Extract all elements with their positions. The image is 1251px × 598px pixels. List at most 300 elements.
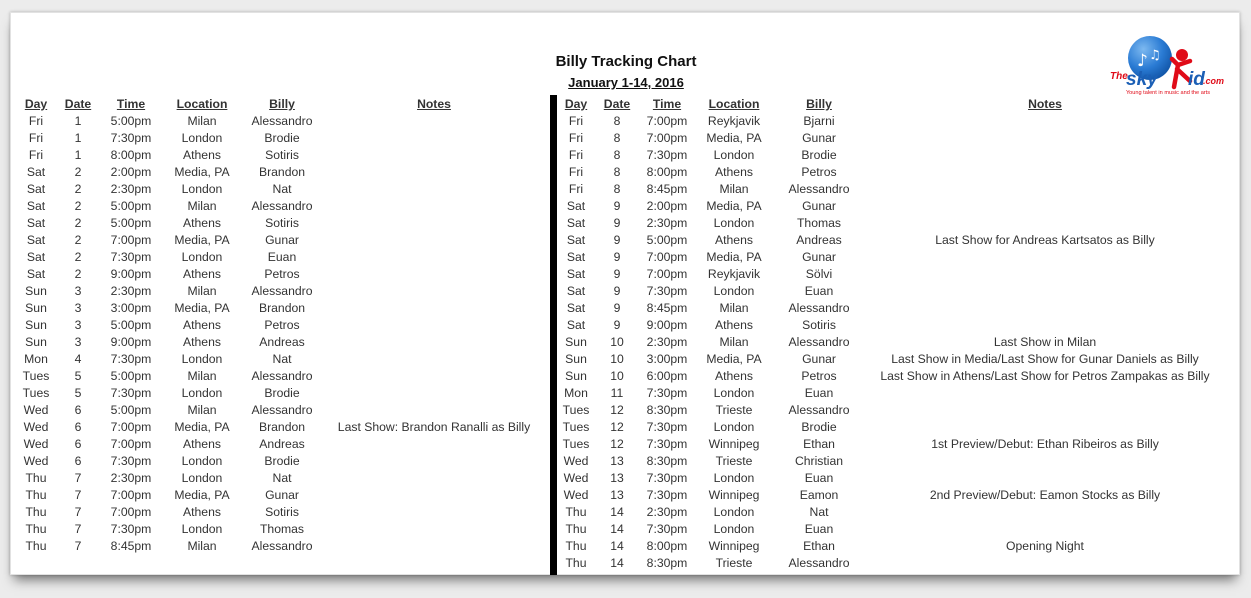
- table-row: [19, 436, 549, 453]
- table-row: [19, 215, 549, 232]
- cell-location: Trieste: [715, 454, 753, 468]
- cell-time: 2:30pm: [646, 216, 688, 230]
- column-header-notes: Notes: [417, 97, 451, 111]
- cell-location: Reykjavik: [707, 114, 761, 128]
- cell-billy: Nat: [272, 182, 292, 196]
- cell-time: 8:00pm: [646, 165, 688, 179]
- cell-time: 8:30pm: [646, 556, 688, 570]
- cell-time: 7:30pm: [646, 522, 688, 536]
- cell-day: Fri: [568, 131, 584, 145]
- cell-location: London: [181, 182, 223, 196]
- cell-date: 9: [613, 267, 621, 281]
- table-row: [558, 334, 1226, 351]
- table-row: [19, 419, 549, 436]
- cell-notes: [319, 317, 549, 334]
- cell-date: 7: [74, 505, 82, 519]
- cell-date: 12: [610, 420, 624, 434]
- table-row: [19, 487, 549, 504]
- cell-day: Sat: [26, 267, 46, 281]
- cell-notes: [319, 283, 549, 300]
- cell-day: Sat: [566, 233, 586, 247]
- cell-time: 6:00pm: [646, 369, 688, 383]
- cell-time: 7:30pm: [110, 454, 152, 468]
- column-header-notes: Notes: [1028, 97, 1062, 111]
- cell-time: 7:00pm: [646, 131, 688, 145]
- cell-day: Mon: [564, 386, 588, 400]
- cell-date: 9: [613, 199, 621, 213]
- column-header-day: Day: [564, 97, 588, 111]
- cell-notes: [319, 300, 549, 317]
- cell-time: 8:30pm: [646, 454, 688, 468]
- cell-notes: [864, 470, 1226, 487]
- table-row: [558, 436, 1226, 453]
- cell-date: 6: [74, 420, 82, 434]
- cell-time: 9:00pm: [110, 335, 152, 349]
- cell-date: 2: [74, 165, 82, 179]
- cell-time: 7:30pm: [646, 284, 688, 298]
- cell-notes: [864, 130, 1226, 147]
- cell-day: Sat: [566, 284, 586, 298]
- cell-location: Winnipeg: [708, 488, 760, 502]
- cell-location: Winnipeg: [708, 437, 760, 451]
- table-row: [19, 181, 549, 198]
- table-row: [19, 147, 549, 164]
- cell-time: 2:30pm: [646, 335, 688, 349]
- cell-time: 7:30pm: [646, 148, 688, 162]
- page-title: Billy Tracking Chart: [555, 53, 697, 70]
- cell-date: 14: [610, 505, 624, 519]
- cell-billy: Brodie: [264, 454, 300, 468]
- cell-date: 2: [74, 216, 82, 230]
- cell-day: Fri: [28, 131, 44, 145]
- cell-billy: Euan: [804, 522, 834, 536]
- cell-notes: [319, 334, 549, 351]
- cell-date: 14: [610, 522, 624, 536]
- cell-billy: Gunar: [265, 488, 299, 502]
- cell-time: 7:30pm: [646, 471, 688, 485]
- cell-notes: [864, 453, 1226, 470]
- cell-location: Milan: [187, 403, 217, 417]
- cell-notes: [319, 538, 549, 555]
- cell-time: 7:30pm: [110, 386, 152, 400]
- cell-day: Fri: [28, 148, 44, 162]
- table-row: [19, 504, 549, 521]
- cell-date: 5: [74, 386, 82, 400]
- cell-date: 10: [610, 369, 624, 383]
- cell-date: 8: [613, 148, 621, 162]
- cell-date: 6: [74, 403, 82, 417]
- table-row: [558, 368, 1226, 385]
- cell-billy: Gunar: [802, 352, 836, 366]
- cell-date: 2: [74, 182, 82, 196]
- schedule-table-right: [558, 96, 1226, 572]
- cell-notes: [319, 147, 549, 164]
- cell-time: 8:00pm: [646, 539, 688, 553]
- cell-day: Wed: [23, 420, 49, 434]
- cell-date: 8: [613, 165, 621, 179]
- cell-time: 7:30pm: [646, 420, 688, 434]
- cell-time: 7:00pm: [110, 233, 152, 247]
- table-header-row: [558, 96, 1226, 113]
- cell-billy: Alessandro: [251, 539, 313, 553]
- cell-location: Milan: [719, 335, 749, 349]
- cell-location: Media, PA: [174, 301, 230, 315]
- cell-date: 9: [613, 301, 621, 315]
- cell-time: 7:30pm: [646, 488, 688, 502]
- cell-location: Media, PA: [174, 165, 230, 179]
- cell-time: 9:00pm: [646, 318, 688, 332]
- cell-notes: [864, 215, 1226, 232]
- table-row: [19, 266, 549, 283]
- cell-time: 2:30pm: [110, 471, 152, 485]
- cell-day: Wed: [563, 454, 589, 468]
- cell-day: Thu: [25, 488, 47, 502]
- cell-time: 3:00pm: [646, 352, 688, 366]
- cell-date: 7: [74, 522, 82, 536]
- cell-date: 11: [610, 386, 624, 400]
- table-row: [558, 215, 1226, 232]
- cell-notes: [319, 385, 549, 402]
- cell-location: Athens: [183, 318, 221, 332]
- cell-time: 2:00pm: [646, 199, 688, 213]
- cell-date: 1: [74, 148, 82, 162]
- cell-billy: Nat: [272, 471, 292, 485]
- cell-notes: [319, 470, 549, 487]
- cell-day: Tues: [562, 437, 590, 451]
- cell-location: Athens: [183, 335, 221, 349]
- cell-time: 9:00pm: [110, 267, 152, 281]
- cell-notes: [319, 198, 549, 215]
- cell-date: 5: [74, 369, 82, 383]
- cell-notes: Last Show for Andreas Kartsatos as Billy: [935, 233, 1155, 247]
- cell-notes: [864, 283, 1226, 300]
- column-header-billy: Billy: [806, 97, 832, 111]
- cell-location: Reykjavik: [707, 267, 761, 281]
- cell-date: 3: [74, 301, 82, 315]
- cell-location: Athens: [715, 165, 753, 179]
- cell-notes: [864, 504, 1226, 521]
- cell-day: Sat: [26, 216, 46, 230]
- table-body-right: [558, 113, 1226, 572]
- cell-billy: Euan: [804, 386, 834, 400]
- cell-notes: [319, 402, 549, 419]
- table-row: [558, 351, 1226, 368]
- cell-time: 8:45pm: [646, 301, 688, 315]
- cell-day: Fri: [568, 114, 584, 128]
- cell-billy: Nat: [809, 505, 829, 519]
- table-row: [558, 181, 1226, 198]
- cell-billy: Sotiris: [265, 505, 299, 519]
- table-row: [558, 198, 1226, 215]
- cell-billy: Euan: [267, 250, 297, 264]
- cell-location: Milan: [187, 539, 217, 553]
- cell-notes: [319, 266, 549, 283]
- cell-billy: Sotiris: [265, 148, 299, 162]
- table-row: [19, 538, 549, 555]
- cell-time: 7:00pm: [646, 250, 688, 264]
- cell-billy: Christian: [794, 454, 844, 468]
- cell-time: 2:30pm: [110, 284, 152, 298]
- cell-location: Trieste: [715, 403, 753, 417]
- cell-date: 13: [610, 454, 624, 468]
- cell-billy: Petros: [801, 369, 837, 383]
- cell-billy: Brodie: [264, 386, 300, 400]
- cell-billy: Thomas: [259, 522, 305, 536]
- cell-location: London: [713, 148, 755, 162]
- cell-date: 1: [74, 131, 82, 145]
- cell-location: London: [713, 471, 755, 485]
- cell-location: Athens: [715, 318, 753, 332]
- table-row: [19, 385, 549, 402]
- cell-billy: Ethan: [803, 437, 835, 451]
- cell-date: 6: [74, 437, 82, 451]
- cell-day: Wed: [23, 437, 49, 451]
- cell-notes: [864, 385, 1226, 402]
- cell-location: Milan: [187, 369, 217, 383]
- cell-location: London: [181, 352, 223, 366]
- cell-billy: Gunar: [802, 131, 836, 145]
- cell-date: 8: [613, 114, 621, 128]
- table-row: [19, 300, 549, 317]
- logo-text-sky: sky: [1126, 69, 1158, 90]
- cell-location: Media, PA: [174, 233, 230, 247]
- cell-notes: Opening Night: [1006, 539, 1084, 553]
- cell-notes: [864, 521, 1226, 538]
- cell-location: Athens: [715, 369, 753, 383]
- cell-day: Sat: [26, 250, 46, 264]
- cell-time: 5:00pm: [110, 114, 152, 128]
- cell-billy: Thomas: [796, 216, 842, 230]
- cell-time: 2:30pm: [110, 182, 152, 196]
- cell-billy: Sölvi: [805, 267, 833, 281]
- table-row: [558, 232, 1226, 249]
- cell-day: Sat: [566, 216, 586, 230]
- cell-location: London: [713, 522, 755, 536]
- cell-time: 3:00pm: [110, 301, 152, 315]
- table-row: [558, 130, 1226, 147]
- table-row: [19, 351, 549, 368]
- cell-location: London: [713, 505, 755, 519]
- table-row: [558, 164, 1226, 181]
- cell-day: Thu: [25, 505, 47, 519]
- table-row: [558, 402, 1226, 419]
- cell-day: Fri: [568, 148, 584, 162]
- cell-date: 14: [610, 539, 624, 553]
- cell-day: Thu: [25, 522, 47, 536]
- cell-date: 9: [613, 216, 621, 230]
- cell-day: Tues: [22, 369, 50, 383]
- cell-time: 8:30pm: [646, 403, 688, 417]
- cell-location: London: [713, 386, 755, 400]
- cell-date: 9: [613, 233, 621, 247]
- column-header-time: Time: [116, 97, 146, 111]
- table-row: [558, 113, 1226, 130]
- cell-date: 3: [74, 284, 82, 298]
- cell-day: Fri: [28, 114, 44, 128]
- cell-billy: Alessandro: [251, 199, 313, 213]
- cell-day: Thu: [565, 505, 587, 519]
- column-header-date: Date: [603, 97, 631, 111]
- cell-day: Thu: [565, 556, 587, 570]
- cell-billy: Alessandro: [251, 114, 313, 128]
- table-row: [558, 538, 1226, 555]
- table-row: [19, 232, 549, 249]
- cell-time: 7:00pm: [110, 437, 152, 451]
- cell-billy: Andreas: [796, 233, 842, 247]
- cell-time: 5:00pm: [110, 318, 152, 332]
- table-row: [19, 453, 549, 470]
- cell-time: 5:00pm: [110, 369, 152, 383]
- cell-day: Sat: [566, 318, 586, 332]
- cell-date: 2: [74, 233, 82, 247]
- cell-location: London: [181, 454, 223, 468]
- cell-notes: [319, 249, 549, 266]
- cell-time: 8:45pm: [110, 539, 152, 553]
- cell-notes: [319, 181, 549, 198]
- cell-notes: [319, 130, 549, 147]
- cell-day: Sun: [25, 284, 47, 298]
- cell-time: 5:00pm: [110, 199, 152, 213]
- cell-billy: Euan: [804, 471, 834, 485]
- cell-date: 3: [74, 318, 82, 332]
- cell-time: 7:30pm: [110, 522, 152, 536]
- cell-billy: Gunar: [802, 250, 836, 264]
- table-row: [19, 198, 549, 215]
- logo-text-com: .com: [1203, 76, 1225, 86]
- cell-day: Sun: [565, 369, 587, 383]
- cell-location: London: [181, 471, 223, 485]
- cell-date: 2: [74, 267, 82, 281]
- cell-day: Sun: [565, 352, 587, 366]
- cell-time: 8:45pm: [646, 182, 688, 196]
- cell-notes: Last Show in Media/Last Show for Gunar Daniels as Billy: [891, 352, 1199, 366]
- cell-notes: [319, 521, 549, 538]
- cell-billy: Alessandro: [788, 335, 850, 349]
- cell-billy: Brandon: [258, 420, 306, 434]
- cell-notes: [319, 436, 549, 453]
- cell-time: 7:00pm: [646, 267, 688, 281]
- logo-tagline: Young talent in music and the arts: [1125, 90, 1211, 96]
- cell-day: Wed: [563, 488, 589, 502]
- table-row: [558, 283, 1226, 300]
- cell-time: 7:00pm: [110, 420, 152, 434]
- cell-date: 13: [610, 471, 624, 485]
- cell-billy: Andreas: [259, 437, 305, 451]
- cell-time: 7:30pm: [646, 386, 688, 400]
- cell-notes: [319, 453, 549, 470]
- cell-billy: Eamon: [799, 488, 839, 502]
- cell-location: Winnipeg: [708, 539, 760, 553]
- cell-time: 7:00pm: [110, 505, 152, 519]
- cell-billy: Petros: [264, 318, 300, 332]
- cell-time: 5:00pm: [110, 403, 152, 417]
- cell-billy: Brandon: [258, 301, 306, 315]
- table-row: [19, 334, 549, 351]
- cell-billy: Alessandro: [251, 403, 313, 417]
- cell-notes: [319, 504, 549, 521]
- column-header-day: Day: [24, 97, 48, 111]
- table-body-left: [19, 113, 549, 555]
- cell-date: 2: [74, 250, 82, 264]
- table-row: [558, 249, 1226, 266]
- cell-billy: Brodie: [264, 131, 300, 145]
- cell-day: Wed: [563, 471, 589, 485]
- cell-location: Media, PA: [174, 488, 230, 502]
- table-row: [19, 368, 549, 385]
- cell-date: 8: [613, 182, 621, 196]
- svg-text:♫: ♫: [1149, 48, 1161, 63]
- cell-notes: Last Show in Athens/Last Show for Petros Zampakas as Billy: [880, 369, 1210, 383]
- cell-location: Athens: [183, 148, 221, 162]
- cell-notes: [864, 300, 1226, 317]
- cell-day: Thu: [565, 539, 587, 553]
- cell-location: Media, PA: [706, 250, 762, 264]
- cell-location: Athens: [183, 437, 221, 451]
- cell-day: Sat: [566, 199, 586, 213]
- cell-time: 7:30pm: [110, 131, 152, 145]
- cell-time: 7:30pm: [646, 437, 688, 451]
- cell-billy: Nat: [272, 352, 292, 366]
- cell-time: 2:30pm: [646, 505, 688, 519]
- table-row: [558, 300, 1226, 317]
- cell-notes: [319, 113, 549, 130]
- table-row: [19, 317, 549, 334]
- cell-notes: [864, 317, 1226, 334]
- cell-location: London: [181, 386, 223, 400]
- cell-date: 3: [74, 335, 82, 349]
- cell-location: Milan: [719, 301, 749, 315]
- cell-date: 7: [74, 471, 82, 485]
- document-page: [10, 12, 1240, 575]
- column-header-location: Location: [708, 97, 760, 111]
- cell-billy: Alessandro: [251, 369, 313, 383]
- cell-time: 7:30pm: [110, 250, 152, 264]
- cell-billy: Gunar: [265, 233, 299, 247]
- cell-location: Media, PA: [706, 131, 762, 145]
- cell-location: Media, PA: [174, 420, 230, 434]
- cell-billy: Sotiris: [265, 216, 299, 230]
- cell-billy: Alessandro: [788, 182, 850, 196]
- cell-notes: [864, 181, 1226, 198]
- cell-location: London: [181, 250, 223, 264]
- column-header-time: Time: [652, 97, 682, 111]
- cell-notes: [864, 147, 1226, 164]
- cell-time: 7:30pm: [110, 352, 152, 366]
- table-row: [558, 317, 1226, 334]
- cell-location: London: [713, 216, 755, 230]
- cell-day: Sun: [25, 301, 47, 315]
- cell-billy: Alessandro: [788, 556, 850, 570]
- cell-day: Sat: [566, 301, 586, 315]
- cell-location: Athens: [183, 267, 221, 281]
- column-header-date: Date: [64, 97, 92, 111]
- logo-text-the: The: [1110, 71, 1128, 82]
- cell-date: 10: [610, 335, 624, 349]
- table-row: [19, 249, 549, 266]
- cell-day: Tues: [562, 403, 590, 417]
- table-row: [19, 130, 549, 147]
- theskykid-logo: [1110, 35, 1225, 101]
- table-divider-bar: [550, 95, 557, 575]
- cell-day: Sat: [566, 267, 586, 281]
- cell-notes: 2nd Preview/Debut: Eamon Stocks as Billy: [929, 488, 1161, 502]
- page-subtitle: January 1-14, 2016: [568, 75, 684, 90]
- cell-date: 7: [74, 539, 82, 553]
- table-header-row: [19, 96, 549, 113]
- cell-location: Athens: [183, 216, 221, 230]
- cell-date: 10: [610, 352, 624, 366]
- cell-billy: Sotiris: [802, 318, 836, 332]
